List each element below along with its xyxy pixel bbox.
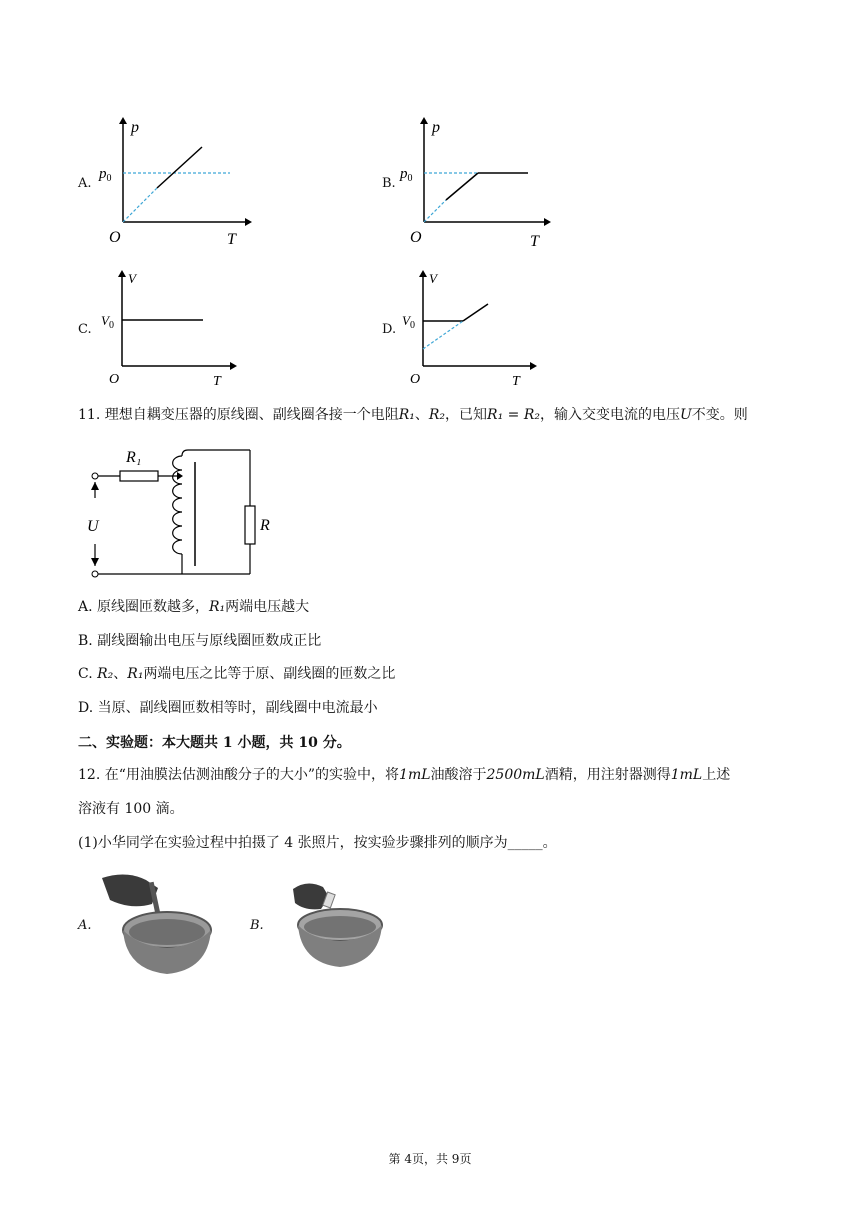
photo-a (96, 870, 231, 985)
option-b-label: B. (382, 176, 396, 191)
photo-b (285, 875, 395, 975)
extrapolation-dashed (424, 200, 446, 222)
section-heading: 二、实验题：本大题共 1 小题，共 10 分。 (78, 735, 351, 751)
y-axis-arrow (118, 270, 126, 277)
y-axis-label: V (128, 271, 136, 286)
origin-label: O (410, 372, 421, 387)
q11-option-c[interactable]: C. R₂、R₁两端电压之比等于原、副线圈的匝数之比 (78, 666, 396, 682)
option-d-label: D. (382, 322, 397, 337)
origin-label: O (109, 229, 121, 246)
y-axis-label: p (432, 119, 440, 136)
x-axis-label: T (512, 374, 520, 389)
q11-option-a[interactable]: A. 原线圈匝数越多，R₁两端电压越大 (78, 599, 310, 615)
x-axis-label: T (530, 233, 539, 250)
resistor-r (245, 506, 255, 544)
y-axis-label: V (429, 271, 437, 286)
y-axis-arrow (420, 117, 428, 124)
q11-option-d[interactable]: D. 当原、副线圈匝数相等时，副线圈中电流最小 (78, 700, 378, 716)
graph-d (398, 265, 548, 390)
level-label: $V_0$ (101, 313, 114, 331)
autotransformer-circuit (82, 438, 272, 583)
label-r1: R₁ (126, 449, 142, 466)
level-label: $p_0$ (400, 166, 413, 184)
option-c-label: C. (78, 322, 92, 337)
q11-option-b[interactable]: B. 副线圈输出电压与原线圈匝数成正比 (78, 633, 322, 649)
q12-stem-line1: 12. 在“用油膜法估测油酸分子的大小”的实验中，将1mL油酸溶于2500mL酒精，用注射器测得1mL上述 (78, 767, 731, 783)
water-surface (304, 916, 376, 938)
page-footer: 第 4页，共 9页 (388, 1152, 472, 1166)
state-line-rising (463, 304, 488, 321)
terminal-top (92, 473, 98, 479)
origin-label: O (109, 372, 120, 387)
extrapolation-dashed (123, 188, 157, 222)
label-u: U (87, 518, 99, 535)
state-line (157, 147, 202, 188)
option-a-label: A. (78, 176, 92, 191)
origin-label: O (410, 229, 422, 246)
x-axis-arrow (230, 362, 237, 370)
graph-a (95, 110, 255, 250)
state-line-rising (446, 173, 478, 200)
photo-a-label: A. (78, 918, 92, 933)
tap-arrow (177, 472, 183, 480)
y-axis-arrow (419, 270, 427, 277)
water-surface (129, 919, 205, 945)
level-label: $p_0$ (99, 166, 112, 184)
terminal-bottom (92, 571, 98, 577)
coil (173, 456, 182, 554)
graph-b (398, 110, 558, 250)
resistor-r1 (120, 471, 158, 481)
x-axis-arrow (530, 362, 537, 370)
extrapolation-dashed (423, 321, 463, 349)
x-axis-arrow (245, 218, 252, 226)
x-axis-arrow (544, 218, 551, 226)
q12-sub1: (1)小华同学在实验过程中拍摄了 4 张照片，按实验步骤排列的顺序为_____。 (78, 835, 557, 851)
x-axis-label: T (227, 231, 236, 248)
photo-b-label: B. (250, 918, 264, 933)
level-label: $V_0$ (402, 313, 415, 331)
q12-stem-line2: 溶液有 100 滴。 (78, 801, 184, 817)
q11-stem: 11. 理想自耦变压器的原线圈、副线圈各接一个电阻R₁、R₂，已知R₁ = R₂，输入交变电流的电压U不变。则 (78, 407, 748, 423)
y-axis-arrow (119, 117, 127, 124)
graph-c (95, 265, 245, 390)
y-axis-label: p (131, 119, 139, 136)
label-r: R (260, 517, 270, 534)
x-axis-label: T (213, 374, 221, 389)
